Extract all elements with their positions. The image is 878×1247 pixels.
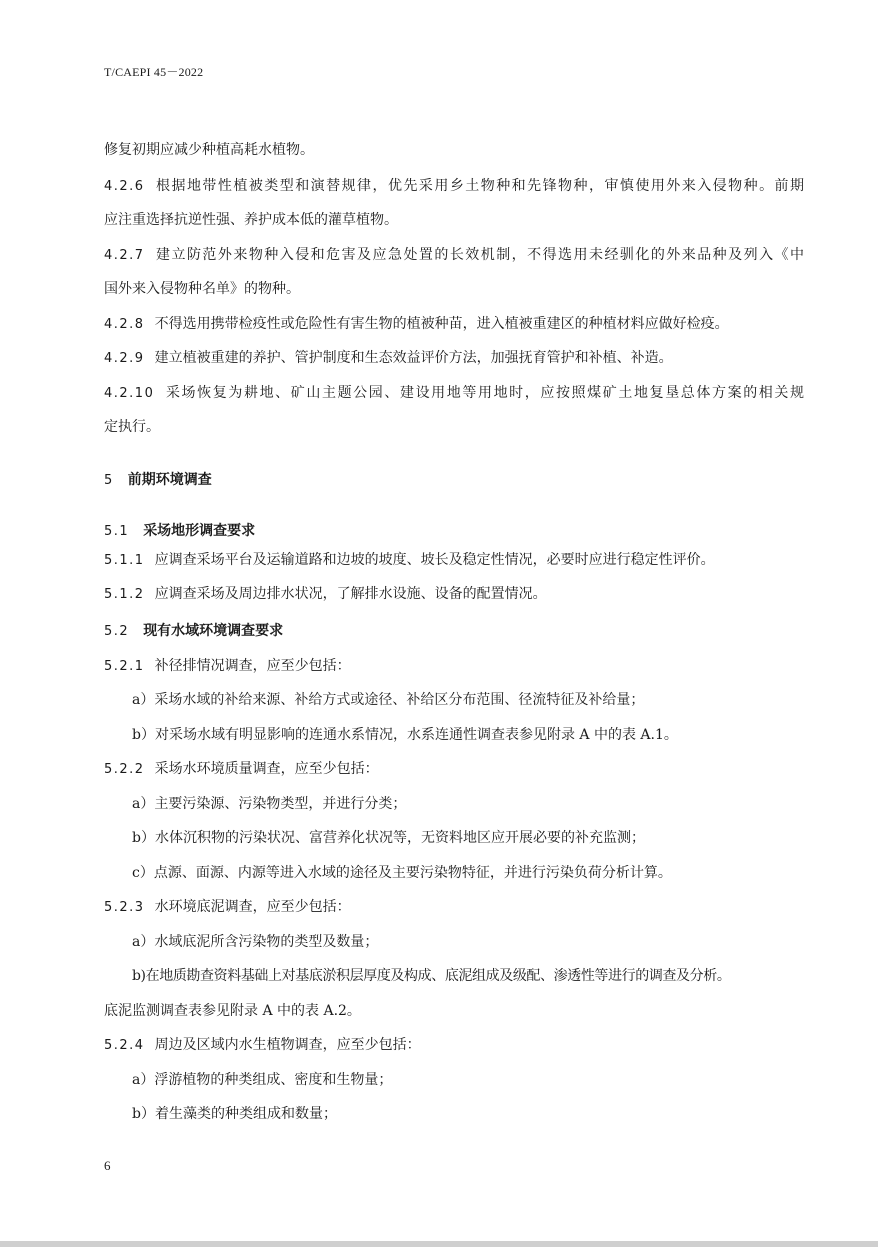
clause-number: 4.2.6 — [104, 179, 145, 194]
clause-number: 4.2.7 — [104, 248, 145, 263]
line-text: 定执行。 — [104, 419, 160, 435]
line-text: 水环境底泥调查，应至少包括： — [154, 899, 351, 915]
line-text: 建立植被重建的养护、管护制度和生态效益评价方法，加强抚育管护和补植、补造。 — [154, 350, 673, 366]
clause-4-2-6 — [104, 177, 804, 196]
clause-4-2-10 — [104, 384, 804, 403]
line-text: 底泥监测调查表参见附录 A 中的表 A.2。 — [104, 1003, 361, 1019]
clause-number: 5.2.1 — [104, 659, 145, 674]
line-text: 采场水环境质量调查，应至少包括： — [154, 761, 379, 777]
clause-number: 5.2.3 — [104, 900, 145, 915]
paragraph-line — [104, 418, 160, 436]
line-text: a）采场水域的补给来源、补给方式或途径、补给区分布范围、径流特征及补给量； — [132, 692, 645, 708]
list-item — [132, 726, 678, 744]
section-title: 前期环境调查 — [127, 472, 212, 488]
clause-4-2-7 — [104, 246, 804, 265]
line-text: b）水体沉积物的污染状况、富营养化状况等，无资料地区应开展必要的补充监测； — [132, 830, 645, 846]
paragraph-line — [104, 211, 398, 229]
line-text: a）水域底泥所含污染物的类型及数量； — [132, 934, 379, 950]
clause-5-2-1 — [104, 657, 351, 676]
paragraph-line — [104, 141, 314, 159]
line-text: 根据地带性植被类型和演替规律，优先采用乡土物种和先锋物种，审慎使用外来入侵物种。前期 — [154, 178, 804, 194]
page-bottom-divider — [0, 1241, 878, 1247]
line-text: 应调查采场及周边排水状况，了解排水设施、设备的配置情况。 — [154, 586, 547, 602]
line-text: b）对采场水域有明显影响的连通水系情况，水系连通性调查表参见附录 A 中的表 A.1。 — [132, 727, 678, 743]
list-item — [132, 864, 672, 882]
line-text: 修复初期应减少种植高耗水植物。 — [104, 142, 314, 158]
clause-5-2-4 — [104, 1036, 421, 1055]
page-number: 6 — [104, 1158, 111, 1173]
list-item — [132, 967, 730, 985]
section-number: 5 — [104, 473, 114, 488]
list-item — [132, 795, 406, 813]
line-text: 应注重选择抗逆性强、养护成本低的灌草植物。 — [104, 212, 398, 228]
list-item — [132, 829, 645, 847]
section-number: 5.2 — [104, 624, 130, 639]
list-item — [132, 691, 644, 709]
line-text: 采场恢复为耕地、矿山主题公园、建设用地等用地时，应按照煤矿土地复垦总体方案的相关规 — [164, 385, 804, 401]
clause-5-1-1 — [104, 551, 715, 570]
clause-5-2-3 — [104, 898, 351, 917]
clause-number: 5.1.2 — [104, 587, 145, 602]
line-text: 建立防范外来物种入侵和危害及应急处置的长效机制，不得选用未经驯化的外来品种及列入《中 — [154, 247, 804, 263]
document-code-header: T/CAEPI 45－2022 — [104, 65, 204, 79]
line-text: 不得选用携带检疫性或危险性有害生物的植被种苗，进入植被重建区的种植材料应做好检疫。 — [154, 316, 729, 332]
clause-5-1-2 — [104, 585, 547, 604]
line-text: b)在地质勘查资料基础上对基底淤积层厚度及构成、底泥组成及级配、渗透性等进行的调查及分析。 — [132, 968, 731, 984]
clause-5-2-2 — [104, 760, 379, 779]
line-text: a）浮游植物的种类组成、密度和生物量； — [132, 1072, 393, 1088]
list-item — [132, 1071, 392, 1089]
line-text: 应调查采场平台及运输道路和边坡的坡度、坡长及稳定性情况，必要时应进行稳定性评价。 — [154, 552, 715, 568]
line-text: c）点源、面源、内源等进入水域的途径及主要污染物特征，并进行污染负荷分析计算。 — [132, 865, 672, 881]
list-item — [132, 933, 378, 951]
section-heading-5-1 — [104, 522, 255, 541]
clause-number: 4.2.9 — [104, 351, 145, 366]
line-text: 补径排情况调查，应至少包括： — [154, 658, 351, 674]
list-item — [132, 1105, 337, 1123]
section-title: 采场地形调查要求 — [143, 523, 256, 539]
clause-number: 4.2.10 — [104, 386, 155, 401]
paragraph-line — [104, 1002, 361, 1020]
paragraph-line — [104, 280, 300, 298]
clause-number: 5.2.4 — [104, 1038, 145, 1053]
line-text: a）主要污染源、污染物类型，并进行分类； — [132, 796, 407, 812]
clause-4-2-9 — [104, 349, 673, 368]
line-text: b）着生藻类的种类组成和数量； — [132, 1106, 337, 1122]
line-text: 国外来入侵物种名单》的物种。 — [104, 281, 300, 297]
clause-4-2-8 — [104, 315, 729, 334]
section-number: 5.1 — [104, 524, 130, 539]
section-heading-5 — [104, 471, 212, 490]
section-title: 现有水域环境调查要求 — [143, 623, 284, 639]
clause-number: 5.1.1 — [104, 553, 145, 568]
clause-number: 4.2.8 — [104, 317, 145, 332]
clause-number: 5.2.2 — [104, 762, 145, 777]
section-heading-5-2 — [104, 622, 283, 641]
line-text: 周边及区域内水生植物调查，应至少包括： — [154, 1037, 421, 1053]
